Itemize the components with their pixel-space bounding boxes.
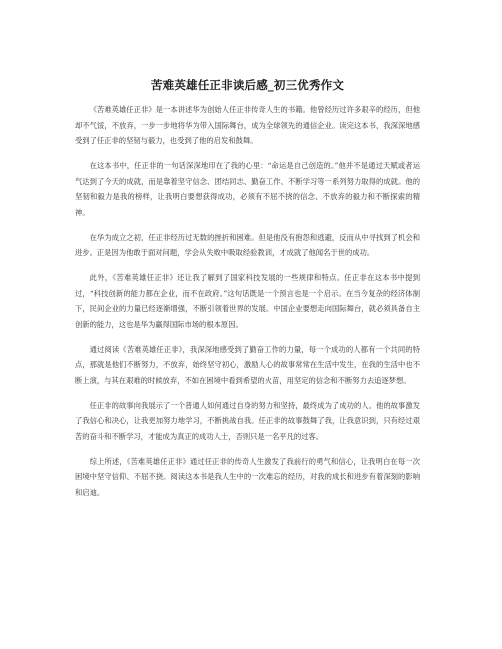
paragraph-2: 在这本书中，任正非的一句话深深地印在了我的心里：“命运是自己创造的。”他并不是通过天赋或者运气达到了今天的成就，而是靠着坚守信念、团结同志、勤奋工作、不断学习等一系列努力取得的成就。他的坚韧和毅力是我的榜样，让我明白要想获得成功，必须有不屈不挠的信念、不放弃的毅力和不断探索的精神。 [75,161,420,217]
paragraph-4: 此外，《苦难英雄任正非》还让我了解到了国家科技发展的一些规律和特点。任正非在这本书中提到过，“科技创新的能力都在企业，而不在政府。”这句话既是一个预言也是一个启示。在当今复杂的经济体制下，民间企业的力量已经逐渐增强，不断引领着世界的发展。中国企业要想走向国际舞台，就必须具备自主创新的能力，这也是华为赢得国际市场的根本原因。 [75,273,420,329]
paragraph-5: 通过阅读《苦难英雄任正非》，我深深地感受到了勤奋工作的力量，每一个成功的人都有一个共同的特点，那就是他们不断努力，不放弃，始终坚守初心，激励人心的故事常常在生活中发生，在我的生活中也不断上演，与其在艰难的时候放弃，不如在困境中看到希望的火苗，用坚定的信念和不断努力去追逐梦想。 [75,344,420,385]
paragraph-7: 综上所述，《苦难英雄任正非》通过任正非的传奇人生激发了我前行的勇气和信心，让我明白在每一次困境中坚守信仰、不屈不挠。阅读这本书是我人生中的一次难忘的经历，对我的成长和进步有着深刻的影响和启迪。 [75,456,420,497]
paragraph-3: 在华为成立之初，任正非经历过无数的挫折和困难。但是他没有抱怨和逃避，反而从中寻找到了机会和进步。正是因为他敢于面对问题，学会从失败中吸取经验教训，才成就了他闻名于世的成功。 [75,232,420,257]
paragraph-1: 《苦难英雄任正非》是一本讲述华为创始人任正非传奇人生的书籍。他曾经历过许多艰辛的经历，但他却不气馁，不放弃，一步一步地将华为带入国际舞台，成为全球领先的通信企业。读完这本书，我深深地感受到了任正非的坚韧与毅力，也受到了他的启发和鼓舞。 [75,105,420,145]
document-title: 苦难英雄任正非读后感_初三优秀作文 [150,78,345,92]
paragraph-6: 任正非的故事向我展示了一个普通人如何通过自身的努力和坚持，最终成为了成功的人。他的故事激发了我信心和决心，让我更加努力地学习，不断挑战自我。任正非的故事鼓舞了我，让我意识到，只有经过艰苦的奋斗和不断学习，才能成为真正的成功人士，否则只是一名平凡的过客。 [75,400,420,441]
